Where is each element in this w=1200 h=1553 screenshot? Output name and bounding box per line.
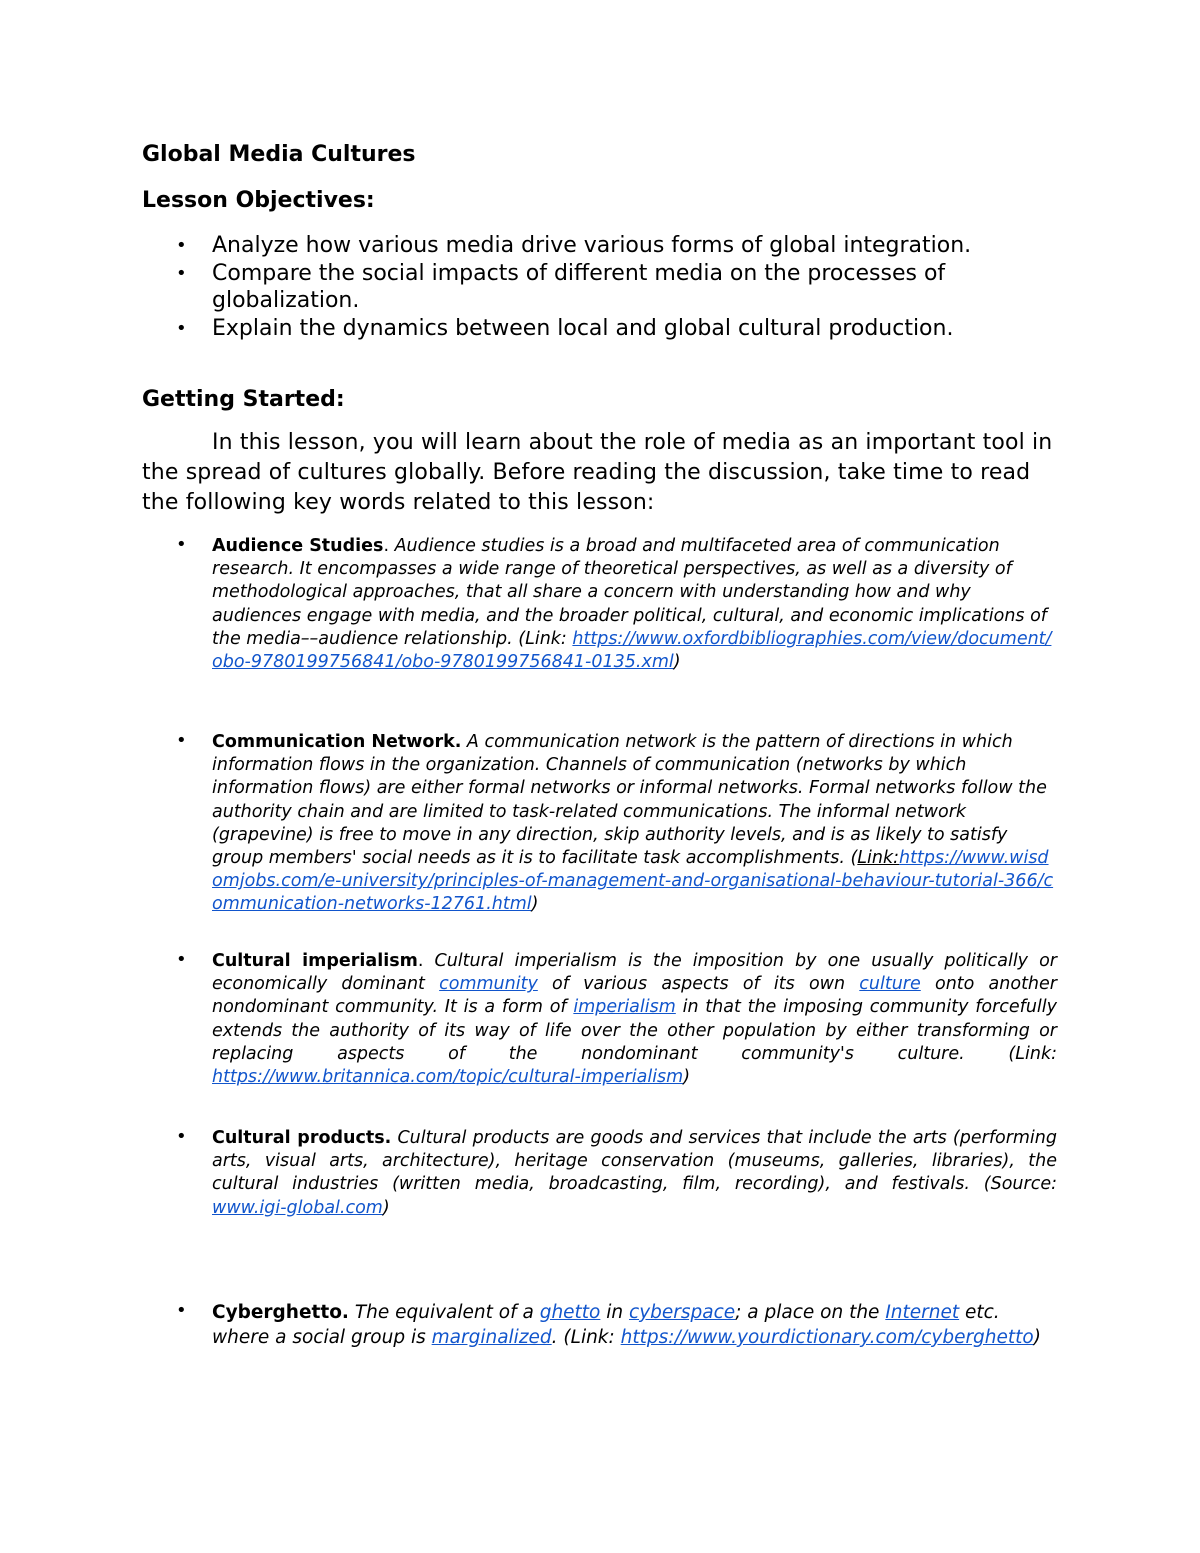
close-paren: ) xyxy=(683,1067,691,1088)
definition-part: of various aspects of its own xyxy=(537,974,860,995)
close-paren: ) xyxy=(673,652,681,673)
list-item xyxy=(142,260,1042,315)
term-communication-network xyxy=(142,731,1062,917)
term-cultural-products xyxy=(142,1127,1062,1220)
definition-part: Cultural imperialism is the imposition by one usually politically or economically dominant xyxy=(212,951,1057,995)
marginalized-link[interactable]: marginalized xyxy=(431,1327,552,1348)
definition-part: in that the imposing community forcefully extends the authority of its way of life over the other population by either transforming or replacing aspects of the nondominant community's culture. (Link: xyxy=(212,997,1057,1064)
objective-text: Compare the social impacts of different media on the processes of globalization. xyxy=(212,260,946,313)
definition-part: etc. where a social group is xyxy=(212,1302,1000,1348)
britannica-link[interactable]: https://www.britannica.com/topic/cultural-imperialism xyxy=(212,1067,684,1088)
bullet-icon: • xyxy=(176,235,187,256)
igi-global-link[interactable]: www.igi-global.com xyxy=(212,1197,383,1218)
term-definition: Audience studies is a broad and multifaceted area of communication research. It encompasses a wide range of theoretical perspectives, as well as a diversity of methodological approaches, that all share a concern with understanding how and why audiences engage with media, and the broader political, cultural, and economic implications of the media––audience relationship. (Link: xyxy=(212,536,1047,649)
term-suffix: . xyxy=(383,536,395,556)
link-label: Link: xyxy=(857,848,900,869)
ghetto-link[interactable]: ghetto xyxy=(539,1302,601,1323)
term-audience-studies xyxy=(142,535,1062,674)
imperialism-link[interactable]: imperialism xyxy=(573,997,676,1018)
wisdomjobs-link[interactable]: https://www.wisdomjobs.com/e-university/principles-of-management-and-organisational-behaviour-tutorial-366/communication-networks-12761.html xyxy=(212,848,1054,915)
definition-part: The equivalent of a xyxy=(348,1302,540,1323)
term-title: Cyberghetto. xyxy=(212,1302,349,1323)
term-definition: A communication network is the pattern of directions in which information flows in the organization. Channels of communication (networks by which information flows) are either formal networks or informal networks. Formal networks follow the authority chain and are limited to task-related communications. The informal network (grapevine) is free to move in any direction, skip authority levels, and is as likely to satisfy group members' social needs as it is to facilitate task accomplishments. ( xyxy=(212,732,1047,869)
oxford-link[interactable]: https://www.oxfordbibliographies.com/view/document/obo-9780199756841/obo-9780199756841-0135.xml xyxy=(212,628,1052,673)
intro-paragraph: In this lesson, you will learn about the role of media as an important tool in the spread of cultures globally. Before reading the discussion, take time to read the following key words related to this lesson: xyxy=(142,430,1053,515)
definition-part: . (Link: xyxy=(551,1327,621,1348)
definition-part: in xyxy=(600,1302,630,1323)
list-item xyxy=(142,232,1042,260)
term-cultural-imperialism xyxy=(142,950,1062,1089)
term-title: Cultural imperialism xyxy=(212,951,418,971)
close-paren: ) xyxy=(382,1197,390,1218)
objectives-list xyxy=(142,232,1042,342)
internet-link[interactable]: Internet xyxy=(885,1302,960,1323)
objective-text: Explain the dynamics between local and global cultural production. xyxy=(212,315,954,341)
term-suffix: . xyxy=(417,951,435,971)
term-definition: Cultural products are goods and services that include the arts (performing arts, visual arts, architecture), heritage conservation (museums, galleries, libraries), the cultural industries (written media, broadcasting, film, recording), and festivals. (Source: xyxy=(212,1128,1057,1195)
page-title: Global Media Cultures xyxy=(142,142,416,167)
term-title: Cultural products. xyxy=(212,1128,392,1148)
bullet-icon: • xyxy=(176,1300,187,1321)
close-paren: ) xyxy=(531,894,539,915)
bullet-icon: • xyxy=(176,949,187,970)
getting-started-heading: Getting Started: xyxy=(142,387,345,412)
definition-part: onto another nondominant community. It is a form of xyxy=(212,974,1057,1018)
term-cyberghetto xyxy=(142,1300,1062,1350)
bullet-icon: • xyxy=(176,730,187,751)
bullet-icon: • xyxy=(176,262,187,284)
cyberspace-link[interactable]: cyberspace xyxy=(629,1302,736,1323)
term-title: Communication Network. xyxy=(212,732,462,752)
bullet-icon: • xyxy=(176,317,187,339)
bullet-icon: • xyxy=(176,534,187,555)
objective-text: Analyze how various media drive various forms of global integration. xyxy=(212,233,972,258)
close-paren: ) xyxy=(1033,1327,1041,1348)
list-item xyxy=(142,315,1042,343)
bullet-icon: • xyxy=(176,1126,187,1147)
yourdictionary-link[interactable]: https://www.yourdictionary.com/cyberghetto xyxy=(620,1327,1034,1348)
culture-link[interactable]: culture xyxy=(859,974,921,995)
objectives-heading: Lesson Objectives: xyxy=(142,188,375,213)
definition-part: ; a place on the xyxy=(735,1302,886,1323)
term-title: Audience Studies xyxy=(212,536,384,556)
community-link[interactable]: community xyxy=(439,974,538,995)
